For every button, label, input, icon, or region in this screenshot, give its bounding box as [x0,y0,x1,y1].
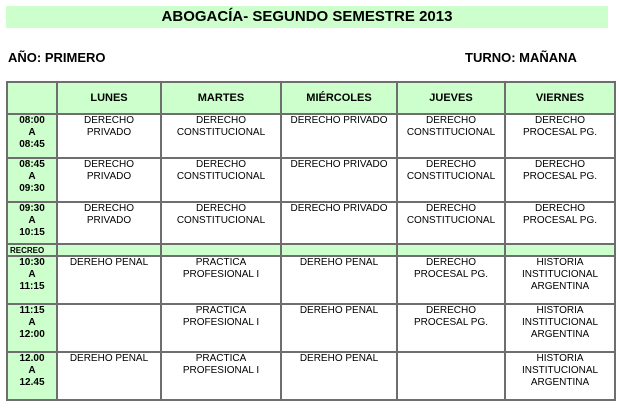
subject-text: DERECHO [83,203,134,214]
subject-text: DERECHO [83,159,134,170]
subject-text: CONSTITUCIONAL [406,171,496,182]
time-text: 12.00 [19,353,45,364]
subject-text: HISTORIA [536,257,584,268]
subject-text: PROFESIONAL I [182,269,260,280]
subject-text: DERECHO [195,203,246,214]
day-header: VIERNES [505,82,615,114]
day-header: MARTES [161,82,281,114]
subject-text: DEREHO PENAL [299,353,379,364]
subject-text: PROCESAL PG. [522,127,598,138]
class-cell [281,158,397,202]
subject-text: DEREHO PENAL [69,353,149,364]
class-cell [281,352,397,400]
table-row [7,158,615,202]
time-text: 08:00 [19,115,45,126]
subject-text: DEREHO PENAL [299,257,379,268]
time-text: A [28,365,36,376]
class-cell [505,304,615,352]
recess-label: RECREO [7,244,57,256]
day-header: JUEVES [397,82,505,114]
class-cell [397,256,505,304]
subject-text: HISTORIA [536,353,584,364]
class-cell [505,114,615,158]
subject-text: PRIVADO [86,171,132,182]
subject-text: ARGENTINA [530,377,590,388]
recess-cell [281,244,397,256]
subject-text: CONSTITUCIONAL [176,127,266,138]
time-cell [7,114,57,158]
class-cell [57,158,161,202]
subject-text: DERECHO [425,203,476,214]
subject-text: DEREHO PENAL [299,305,379,316]
subject-text: PROFESIONAL I [182,365,260,376]
subject-text: DERECHO [425,115,476,126]
subject-text: INSTITUCIONAL [521,269,599,280]
class-cell [281,202,397,244]
subject-text: PROCESAL PG. [522,215,598,226]
time-text: 08:45 [19,159,45,170]
time-text: 09:30 [19,203,45,214]
subject-text: PRACTICA [195,305,247,316]
shift-label: TURNO: MAÑANA [465,50,577,65]
subject-text: ARGENTINA [530,329,590,340]
time-cell [7,158,57,202]
class-cell [281,304,397,352]
subject-text: CONSTITUCIONAL [176,215,266,226]
subject-text: PROCESAL PG. [413,317,489,328]
class-cell [161,202,281,244]
class-cell [161,256,281,304]
time-text: A [28,269,36,280]
recess-cell [57,244,161,256]
class-cell [57,202,161,244]
recess-cell [161,244,281,256]
time-text: A [28,317,36,328]
class-cell [57,304,161,352]
subject-text: DERECHO PRIVADO [290,203,388,214]
class-cell [505,202,615,244]
table-row [7,352,615,400]
recess-cell [505,244,615,256]
subject-text: DERECHO [425,159,476,170]
subject-text: DERECHO [425,257,476,268]
time-text: 11:15 [19,305,45,316]
class-cell [397,114,505,158]
subject-text: PRIVADO [86,215,132,226]
class-cell [281,256,397,304]
subject-text: PROCESAL PG. [413,269,489,280]
time-text: 12:00 [19,329,45,340]
time-cell [7,352,57,400]
subject-text: CONSTITUCIONAL [406,127,496,138]
subject-text: INSTITUCIONAL [521,317,599,328]
subject-text: INSTITUCIONAL [521,365,599,376]
time-text: A [28,127,36,138]
time-text: 08:45 [19,139,45,150]
recess-row [7,244,615,256]
subject-text: DERECHO PRIVADO [290,159,388,170]
subject-text: DERECHO [534,159,585,170]
day-header: MIÉRCOLES [281,82,397,114]
time-text: 09:30 [19,183,45,194]
class-cell [505,352,615,400]
subject-text: HISTORIA [536,305,584,316]
subject-text: DERECHO [425,305,476,316]
class-cell [57,256,161,304]
time-text: A [28,215,36,226]
class-cell [57,352,161,400]
class-cell [281,114,397,158]
subject-text: DEREHO PENAL [69,257,149,268]
corner-cell [7,82,57,114]
subject-text: DERECHO [83,115,134,126]
subject-text: PROFESIONAL I [182,317,260,328]
day-header: LUNES [57,82,161,114]
class-cell [397,352,505,400]
time-cell [7,256,57,304]
subject-text: DERECHO PRIVADO [290,115,388,126]
class-cell [505,158,615,202]
subject-text: PRIVADO [86,127,132,138]
class-cell [57,114,161,158]
table-row [7,304,615,352]
subject-text: DERECHO [534,203,585,214]
class-cell [397,304,505,352]
table-row [7,114,615,158]
header-row [7,82,615,114]
class-cell [161,352,281,400]
schedule-body [7,114,615,400]
time-text: 11:15 [19,281,45,292]
subject-text: DERECHO [195,159,246,170]
recess-cell [397,244,505,256]
time-text: A [28,171,36,182]
subject-text: PRACTICA [195,257,247,268]
schedule-table [6,81,616,401]
page-title: ABOGACÍA- SEGUNDO SEMESTRE 2013 [6,6,608,28]
class-cell [161,158,281,202]
time-text: 10:15 [19,227,45,238]
class-cell [505,256,615,304]
subject-text: CONSTITUCIONAL [406,215,496,226]
class-cell [161,304,281,352]
table-row [7,202,615,244]
subject-text: DERECHO [534,115,585,126]
time-cell [7,202,57,244]
subject-text: PRACTICA [195,353,247,364]
class-cell [397,202,505,244]
time-cell [7,304,57,352]
table-row [7,256,615,304]
subject-text: PROCESAL PG. [522,171,598,182]
year-label: AÑO: PRIMERO [8,50,106,65]
subject-text: DERECHO [195,115,246,126]
class-cell [161,114,281,158]
subject-text: ARGENTINA [530,281,590,292]
time-text: 10:30 [19,257,45,268]
class-cell [397,158,505,202]
time-text: 12.45 [19,377,45,388]
subject-text: CONSTITUCIONAL [176,171,266,182]
